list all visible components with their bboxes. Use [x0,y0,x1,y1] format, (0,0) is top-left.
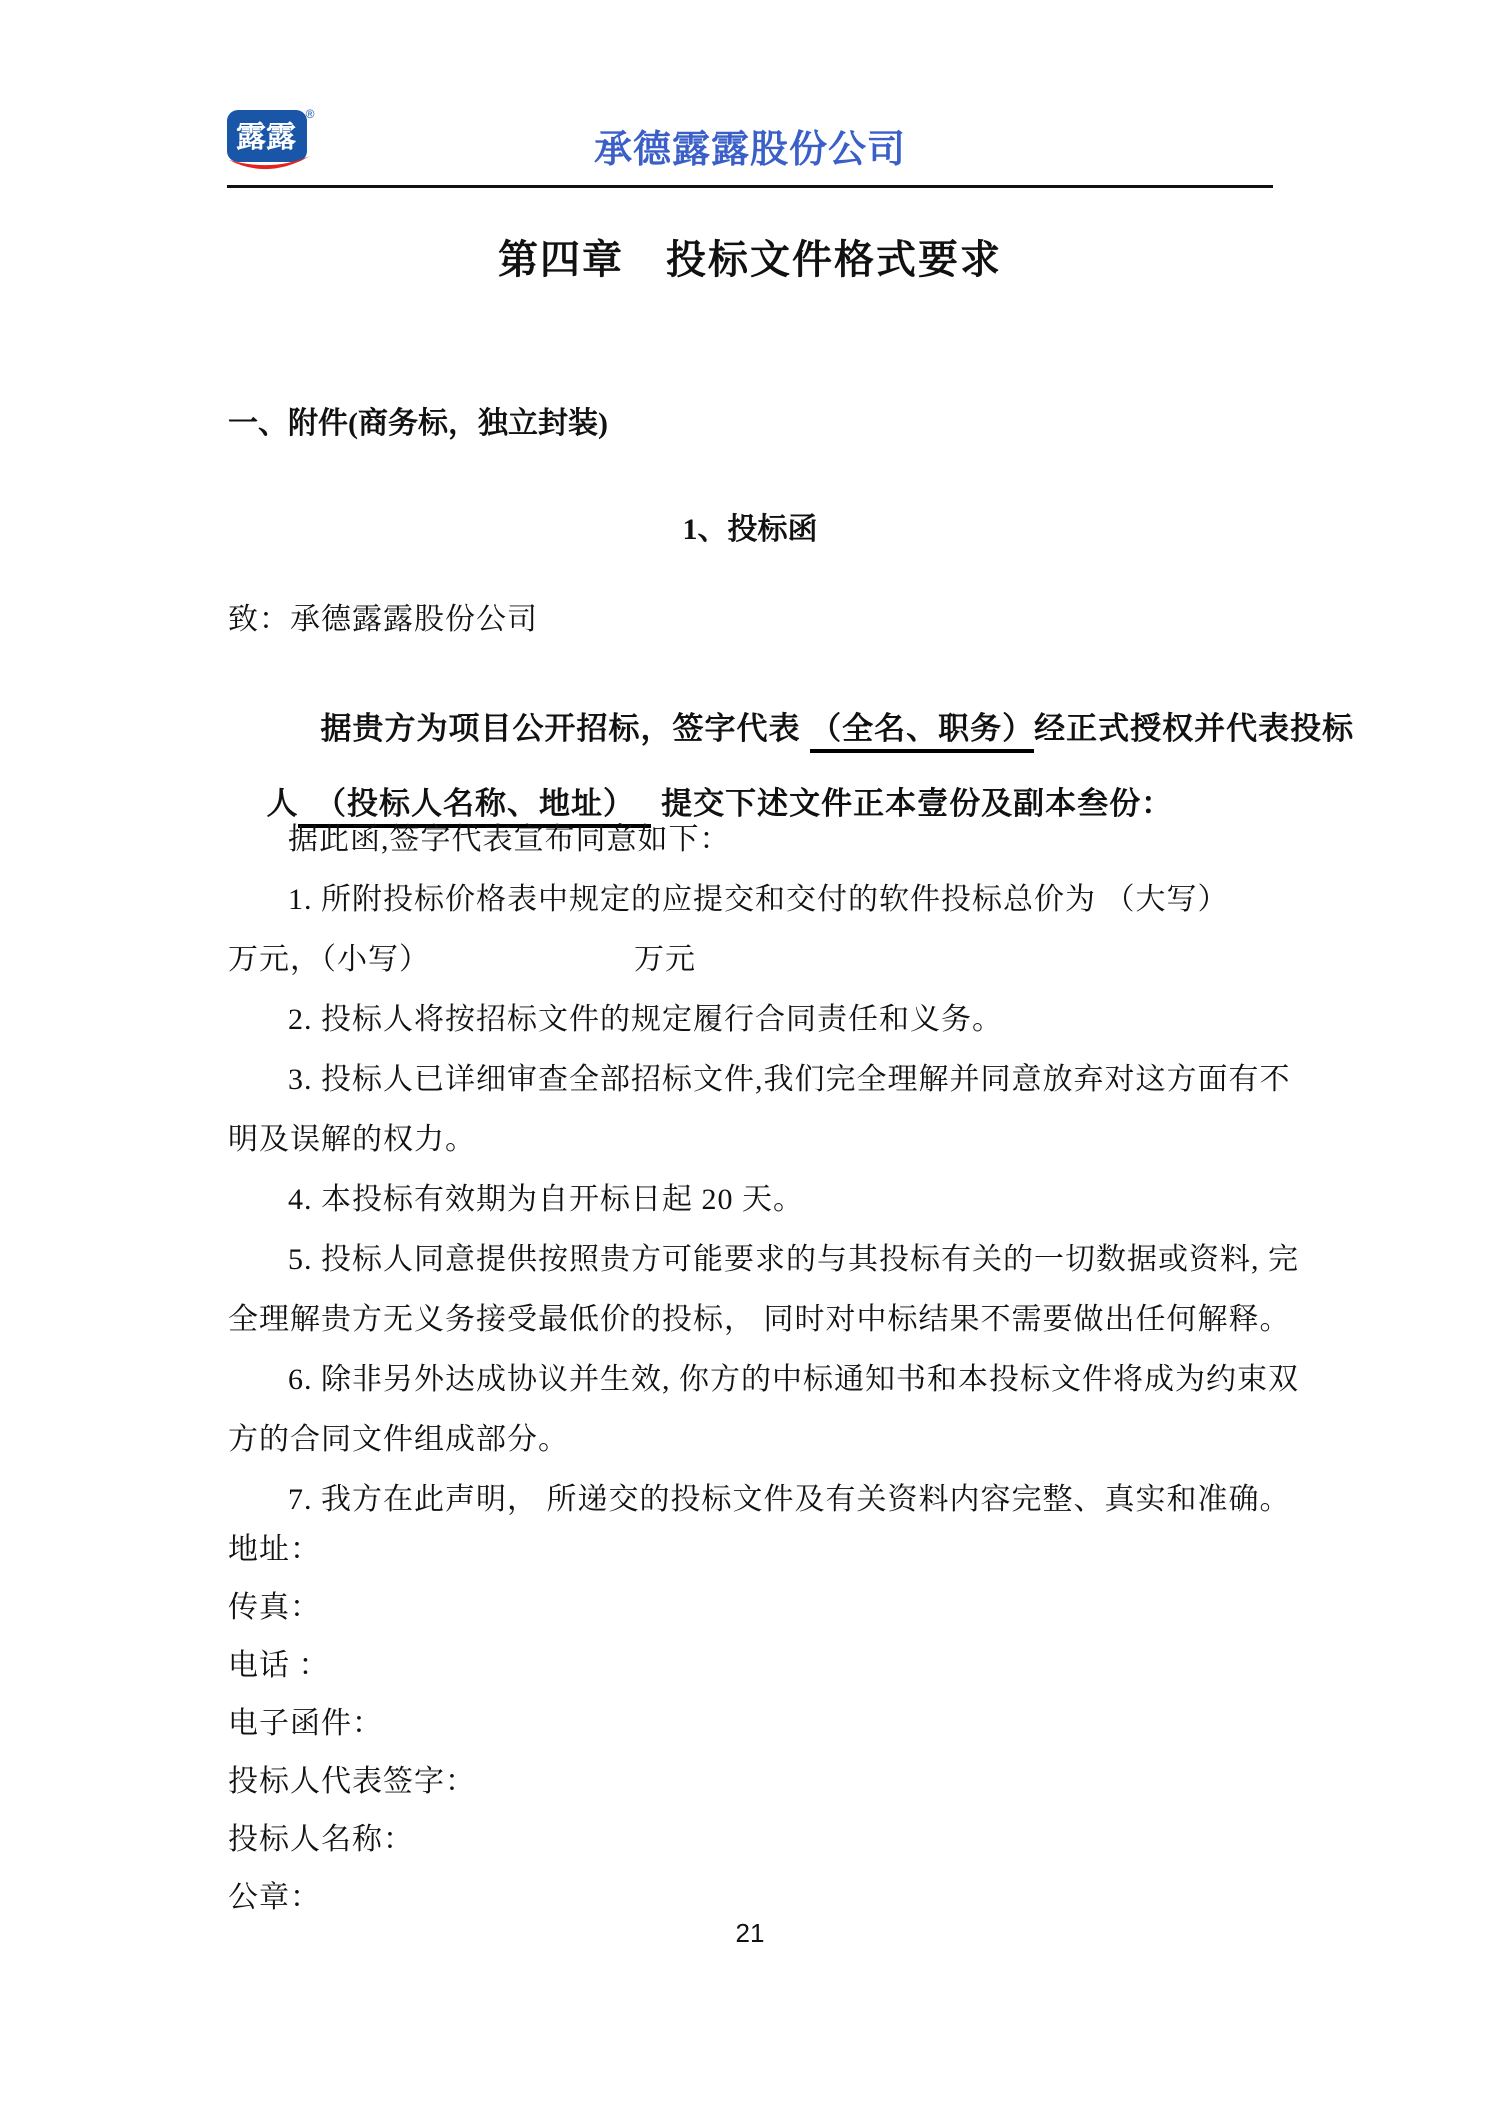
body-line: 3. 投标人已详细审查全部招标文件,我们完全理解并同意放弃对这方面有不 [288,1063,1291,1096]
body-line: 全理解贵方无义务接受最低价的投标， 同时对中标结果不需要做出任何解释。 [228,1303,1291,1336]
page-number: 21 [735,1918,765,1948]
logo-text: 露露 [236,121,296,154]
body-line: 5. 投标人同意提供按照贵方可能要求的与其投标有关的一切数据或资料, 完 [288,1243,1299,1276]
authorization-line2-post: 提交下述文件正本壹份及副本叁份： [661,786,1174,822]
authorization-bidder-blank: （投标人名称、地址） [298,786,651,828]
body-line: 据此函,签字代表宣布同意如下： [288,823,731,856]
body-line: 4. 本投标有效期为自开标日起 20 天。 [288,1183,804,1216]
body-line: 1. 所附投标价格表中规定的应提交和交付的软件投标总价为 （大写） [288,883,1229,916]
header-divider [227,185,1273,188]
header-company-name: 承德露露股份公司 [593,129,906,171]
contact-line-phone: 电话 ： [228,1649,330,1682]
authorization-name-title-blank: （全名、职务） [810,711,1034,753]
body-line: 2. 投标人将按招标文件的规定履行合同责任和义务。 [288,1003,1003,1036]
salutation-line: 致：承德露露股份公司 [228,603,538,636]
logo-registered-icon: ® [305,107,315,121]
body-line: 明及误解的权力。 [228,1123,476,1156]
section-heading: 一、附件(商务标，独立封装) [228,407,608,440]
contact-line-official-seal: 公章： [228,1881,321,1914]
body-line: 7. 我方在此声明， 所递交的投标文件及有关资料内容完整、真实和准确。 [288,1483,1291,1516]
authorization-line2-pre: 人 [266,786,299,822]
authorization-line1-pre: 据贵方为项目公开招标，签字代表 [320,711,811,747]
authorization-line1-post: 经正式授权并代表投标 [1034,711,1355,747]
chapter-title: 第四章 投标文件格式要求 [498,237,1002,282]
subsection-heading: 1、投标函 [682,513,818,546]
body-line: 方的合同文件组成部分。 [228,1423,569,1456]
contact-line-address: 地址： [228,1533,321,1566]
contact-line-fax: 传真： [228,1591,321,1624]
body-line: 万元，（小写） 万元 [228,943,696,976]
contact-line-email: 电子函件： [228,1707,383,1740]
body-line: 6. 除非另外达成协议并生效, 你方的中标通知书和本投标文件将成为约束双 [288,1363,1299,1396]
contact-line-bidder-name: 投标人名称： [228,1823,414,1856]
contact-line-rep-signature: 投标人代表签字： [228,1765,476,1798]
